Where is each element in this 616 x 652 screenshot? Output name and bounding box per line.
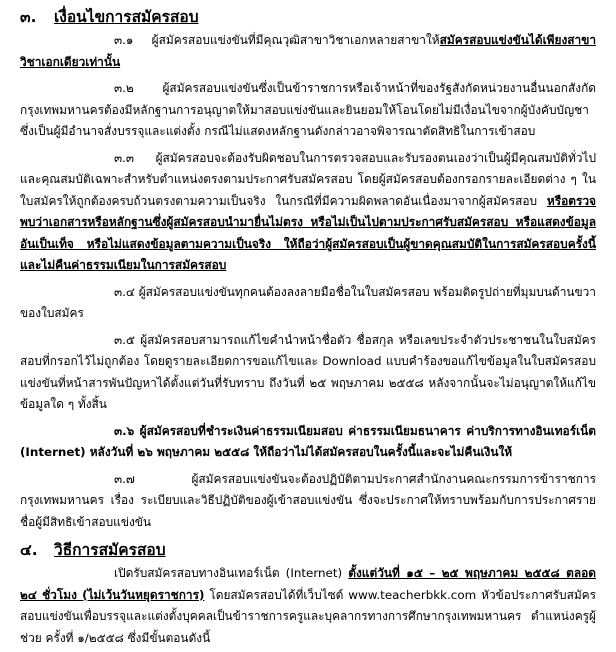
item-4-intro	[20, 563, 596, 649]
section-3-number: ๓.	[20, 8, 37, 26]
item-4-website-text: โดยสมัครสอบได้ที่เว็บไซต์ www.teacherbkk.com หัวข้อประกาศรับสมัครสอบแข่งขันเพื่อบรรจุและแต่งตั้งบุคคลเป็นข้าราชการครูและบุคลากรทางการศึกษากรุงเทพมหานคร ตำแหน่งครูผู้ช่วย ครั้งที่ ๑/๒๕๕๘ ซึ่งมีขั้นตอนดังนี้	[20, 587, 597, 645]
item-3-1-text: ๓.๑ ผู้สมัครสอบแข่งขันที่มีคุณวุฒิสาขาวิชาเอกหลายสาขาให้	[114, 33, 440, 47]
item-3-2	[20, 78, 596, 143]
item-3-3-text: ๓.๓ ผู้สมัครสอบจะต้องรับผิดชอบในการตรวจสอบและรับรองตนเองว่าเป็นผู้มีคุณสมบัติทั่วไปและคุณสมบัติเฉพาะสำหรับตำแหน่งตรงตามประกาศรับสมัครสอบ โดยผู้สมัครสอบต้องกรอกรายละเอียดต่าง ๆ ในใบสมัครให้ถูกต้องครบถ้วนตรงตามความเป็นจริง ในกรณีที่มีความผิดพลาดอันเนื่องมาจากผู้สมัครสอบ	[20, 150, 596, 208]
section-3-heading	[20, 6, 596, 28]
item-3-6-text: ๓.๖ ผู้สมัครสอบที่ชำระเงินค่าธรรมเนียมสอบ ค่าธรรมเนียมธนาคาร ค่าบริการทางอินเทอร์เน็ต (Internet) หลังวันที่ ๒๖ พฤษภาคม ๒๕๕๘ ให้ถือว่าไม่ได้สมัครสอบในครั้งนี้และจะไม่คืนเงินให้	[20, 423, 596, 459]
item-4-dates-emphasis: ตั้งแต่วันที่ ๑๕ – ๒๕ พฤษภาคม ๒๕๕๘ ตลอด ๒๔ ชั่วโมง (ไม่เว้นวันหยุดราชการ)	[20, 566, 596, 602]
item-3-5-text: ๓.๕ ผู้สมัครสอบสามารถแก้ไขคำนำหน้าชื่อตัว ชื่อสกุล หรือเลขประจำตัวประชาชนในใบสมัครสอบที่กรอกไว้ไม่ถูกต้อง โดยดูรายละเอียดการขอแก้ไขและ Download แบบคำร้องขอแก้ไขข้อมูลในใบสมัครสอบแข่งขันที่หน้าสารพันปัญหาได้ตั้งแต่วันที่รับทราบ ถึงวันที่ ๒๕ พฤษภาคม ๒๕๕๘ หลังจากนั้นจะไม่อนุญาตให้แก้ไขข้อมูลใด ๆ ทั้งสิ้น	[20, 332, 596, 411]
item-3-7-text: ๓.๗ ผู้สมัครสอบแข่งขันจะต้องปฏิบัติตามประกาศสำนักงานคณะกรรมการข้าราชการกรุงเทพมหานคร เรื่อง ระเบียบและวิธีปฏิบัติของผู้เข้าสอบแข่งขัน ซึ่งจะประกาศให้ทราบพร้อมกับการประกาศรายชื่อผู้มีสิทธิเข้าสอบแข่งขัน	[20, 471, 596, 529]
item-3-1	[20, 30, 596, 73]
item-3-5	[20, 330, 596, 416]
section-4-heading	[20, 539, 596, 561]
item-3-4-text: ๓.๔ ผู้สมัครสอบแข่งขันทุกคนต้องลงลายมือชื่อในใบสมัครสอบ พร้อมติดรูปถ่ายที่มุมบนด้านขวาของใบสมัคร	[20, 284, 596, 320]
item-4-intro-text: เปิดรับสมัครสอบทางอินเทอร์เน็ต (Internet)	[114, 566, 349, 580]
section-3-title: เงื่อนไขการสมัครสอบ	[54, 8, 199, 26]
item-3-1-emphasis: สมัครสอบแข่งขันได้เพียงสาขาวิชาเอกเดียวเท่านั้น	[20, 33, 596, 69]
section-4-number: ๔.	[20, 541, 38, 559]
item-3-3	[20, 148, 596, 277]
section-4-title: วิธีการสมัครสอบ	[54, 541, 166, 559]
item-3-3-emphasis: หรือตรวจพบว่าเอกสารหรือหลักฐานซึ่งผู้สมัครสอบนำมายื่นไม่ตรง หรือไม่เป็นไปตามประกาศรับสมัครสอบ หรือแสดงข้อมูลอันเป็นเท็จ หรือไม่แสดงข้อมูลตามความเป็นจริง ให้ถือว่าผู้สมัครสอบเป็นผู้ขาดคุณสมบัติในการสมัครสอบครั้งนี้ และไม่คืนค่าธรรมเนียมในการสมัครสอบ	[20, 193, 596, 272]
item-3-2-text: ๓.๒ ผู้สมัครสอบแข่งขันซึ่งเป็นข้าราชการหรือเจ้าหน้าที่ของรัฐสังกัดหน่วยงานอื่นนอกสังกัดกรุงเทพมหานครต้องมีหลักฐานการอนุญาตให้มาสอบแข่งขันและยินยอมให้โอนโดยไม่มีเงื่อนไขจากผู้บังคับบัญชาซึ่งเป็นผู้มีอำนาจสั่งบรรจุและแต่งตั้ง กรณีไม่แสดงหลักฐานดังกล่าวอาจพิจารณาตัดสิทธิในการเข้าสอบ	[20, 81, 596, 138]
item-3-7	[20, 469, 596, 534]
item-3-4	[20, 282, 596, 325]
item-3-6	[20, 421, 596, 464]
